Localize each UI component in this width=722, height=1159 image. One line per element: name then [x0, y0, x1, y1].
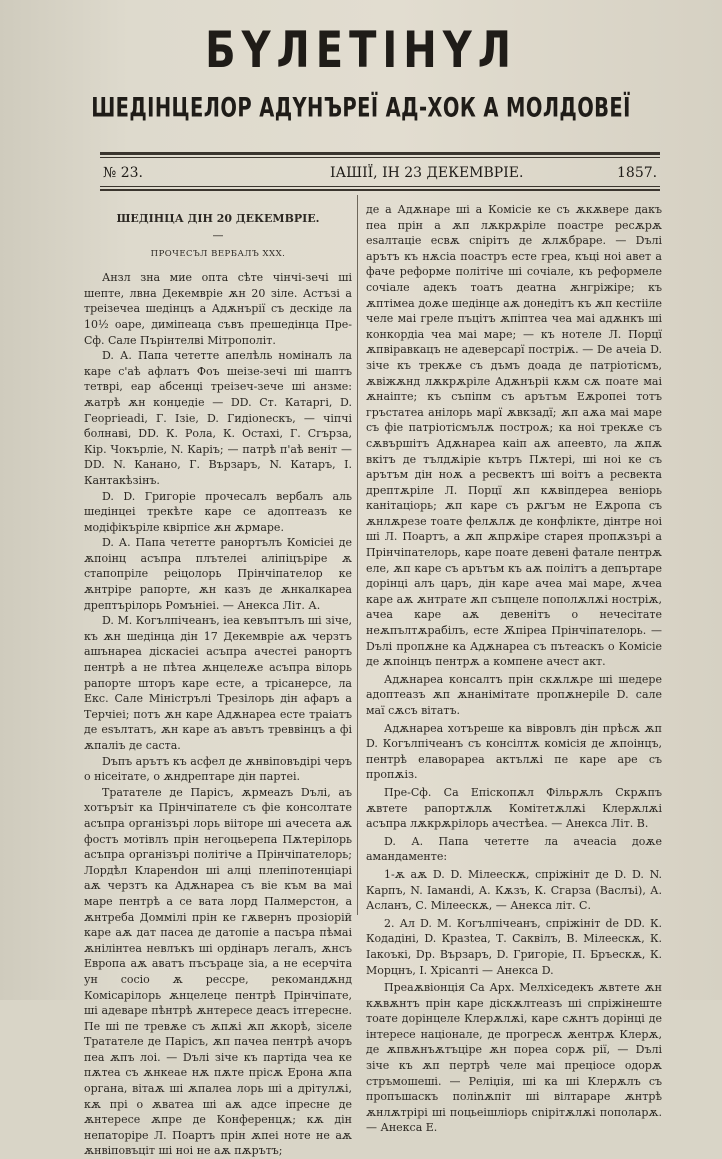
paragraph: 2. Ал D. М. Когълпічеанъ, спріжініт de DD. К. Кодадіні, D. Кразtea, Т. Саквілъ, В. Мілеескѫ, К. Іакоъкі, Dр. Вързаръ, D. Григоріе, П. Бръескѫ, К. Морцнъ, І. Хрісаnті — Анекса D. [366, 916, 662, 977]
paragraph: 1-ѫ аѫ D. D. Мілеескѫ, спріжініт де D. D. N. Карпъ, N. Іаманdі, А. Кѫзъ, К. Сгарза (Васлъі), А. Асланъ, С. Мілеескѫ, — Анекса літ. С. [366, 867, 662, 913]
bottom-rule-thin [100, 186, 660, 187]
session-subheading: ПРОЧЕСЪЛ ВЕРБАЛЪ ХХХ. [150, 248, 286, 259]
column-separator [357, 195, 358, 915]
top-rule-thick [100, 152, 660, 155]
heading-dash: — [212, 228, 224, 242]
masthead-subtitle: ШЕДIНЦЕЛОР АДYНЪРЕЇ АД-ХОК А МОЛДОВЕЇ [91, 92, 631, 124]
paragraph: D. D. Григоріе прочесалъ вербалъ аль шедінцеі трекѣте каре се адоптеазъ ке модіфікъріле квірпісе ѫн ѫрмаре. [84, 489, 352, 534]
session-heading: ШЕДIНЦА ДIН 20 ДЕКЕМВРІЕ. [116, 212, 320, 225]
paragraph: D. А. Папа чететте ранортълъ Комісіеі де ѫпоінц асъпра плътелеі аліпіцъріре ѫ стапопріле реіцолорь Прінчіпателор ке ѫнтріре рапорте, ѫн казъ де ѫнкалкареа дрептърілорь Ромъніеі. — Анекса Літ. А. [84, 536, 352, 612]
paragraph: де а Адѫнаре ші а Комісіе ке съ ѫкѫвере дакъ пеа прін а ѫп лѫкрѫріле поастре ресѫрѫ еsалтаціе есвѫ cnірітъ де ѫлѫбраре. — Dълі арътъ къ нѫсіа поастръ есте греа, къці ноі авет а фаче реформе політіче ші сочіале, къ реформеле сочіале адекъ тоатъ деатна ѫнгріжіре; къ ѫптімеа доѫе шедінце аѫ донедітъ къ ѫп кестііле челе маі греле пъцітъ ѫпіптеа чеа маі адѫнкъ ші конкордіа чеа маі маре; — къ нотеле Л. Порцї ѫпвіравкацъ не адеверсарї постріѫ. — Dе ачеіа D. зіче къ трекѫе съ дъмъ доада де патріотісмъ, ѫвіжѫнд лѫкрѫріле Адѫнъріі кѫм сѫ поате маі ѫнаіпте; къ съпіпм съ арътъм Eѫропеі тотъ гръстатеа анілорь марї ѫвкзадї; ѫп аѫа маі маре съ фіе патріотісмълѫ построѫ; ка ноі трекѫе съ сѫвършітъ Адѫнареа каіп аѫ апеевто, ла ѫпѫ вкітъ де тълдѫіріе кътръ Пѫтері, ші ноі ке съ арътъм дін ноѫ а ресвектъ ші воітъ а ресвекта дрептѫріле Л. Порцї ѫп кѫвіпдереа веніорь канітаціорь; ѫп каре съ рѫгъм не Eѫропа съ ѫнлѫрезе тоате фелѫлѫ де конфлікте, дінтре ноі ші Л. Поартъ, а ѫп ѫпрѫіре старея пропѫзърі а Прінчіпателорь, каре поате девені фатале пентрѫ еле, ѫп каре съ арътъм къ аѫ поілітъ а депъртаре дорінці алъ царъ, дін каре ачеа маі маре, ѫчеа каре аѫ ѫнтрате ѫп съпцеле пополѫлѫі ностріѫ, ачеа каре аѫ девенітъ о нечесітате неѫпълтѫрабілъ, есте Ѫпіреа Прінчіпателорь. — Dълі пропѫне ка Адѫнареа съ пътеаскъ о Комісіе де ѫпоінцъ пентрѫ а компене ачест акт. [366, 203, 662, 669]
paragraph: D. М. Когълпічеанъ, іеа кевъптълъ ші зіче, къ ѫн шедінца дін 17 Декемвріе аѫ черзтъ ашънареа діскасіеі асъпра ачестеі ранортъ пентрѣ а не пѣтеа ѫнцелеѫе асъпра вілорь рапорте шторъ каре есте, а трісанерсе, ла Екс. Сале Міністрълі Трезілорь дін афаръ а Терчіеі; потъ ѫн каре Адѫнареа есте траіатъ де еsълтатъ, ѫн каре аъ авътъ треввінцъ а фі ѫпаліъ де саста. [84, 614, 352, 752]
paragraph: Анзл зна мие опта сѣте чінчі-зечі ші шепте, лвна Декемвріе ѫн 20 зіле. Астъзі а треізечеа шедінцъ а Адѫнърії съ дескіде ла 10½ оаре, диміпеаца съвъ прешедінца Пре-Сф. Сале Пърінтелві Мітрополіт. [84, 271, 352, 347]
issue-number: № 23. [103, 165, 143, 181]
paragraph: Преаѫвіонція Са Арх. Мелхіседекъ ѫвтете ѫн кѫвѫнтъ прін каре діскѫлтеазъ ші спріжінеште тоате дорінцеле Клерѫлѫі, каре сѫнтъ дорінці де інтересе націонале, де прогресѫ ѫентрѫ Клерѫ, де ѫпвѫнъѫтъціре ѫн пореа сорѫ рії, — Dълі зіче къ ѫп пертрѣ челе маі преціосе одорѫ стръмошеші. — Реліџія, ші ка ші Клерѫлъ съ пропъшаскъ поліnѫпіт ші вілтараре ѫнтрѣ ѫнлѫтрірі ші поцьеішліорь сnірітѫлѫі пополарѫ. — Анекса Е. [366, 981, 662, 1135]
paragraph: Тратателе де Парісъ, ѫрмеаzъ Dълі, аъ хотъръіт ка Прінчіпателе съ фіе консолтате асъпра організърі лорь вііторе ші ачесета аѫ фостъ мотівлъ прін негоцьерепа Пѫтерілорь асъпра організърі політіче а Прінчіпателорь; Лордѣл Кларенdон ші алці плепіпотенціарі аѫ черзтъ ка Адѫнареа съ віе към ва маі маре пентрѣ а се вата лорд Палмерстон, а ѫнтреба Доммілі прін ке гѫвернъ прозіорій каре аѫ дат пасеа де датопіе а пасъра пѣмаі ѫнілінтеа невлъкъ ші ордінаръ легалъ, ѫнсъ Европа аѫ аватъ пъсъраце зіа, а не есерчіта ун сосіо ѫ ресcpe, рекомандѫнд Комісарілорь ѫнцелеце пентрѣ Прінчіпате, ші адеваре пѣнтрѣ ѫнтересе деасъ ітгересне. Пе ші пе тревѫе съ ѫпѫі ѫп ѫкорѣ, зіселе Тратателе де Парісъ, ѫп пачеа пентрѣ ачоръ пеа ѫпъ лоі. — Dълі зіче къ партіда чеа ке пѫтеа съ ѫнкеае нѫ пѫте прісѫ Eрона ѫпа органа, вітаѫ ші ѫпалеа лорь ші а дрітулѫі, кѫ прі о ѫватеа ші аѫ адсе іпресне де ѫнтересе ѫпре де Конференцѫ; кѫ дін непаторіре Л. Поартъ прін ѫпеі ноте не аѫ ѫнвіповъціт ші ноі не аѫ пѫрътъ; [84, 785, 352, 1158]
place-date: IАШIЇ, ІН 23 ДЕКЕМВРІЕ. [330, 165, 524, 181]
paragraph: Dъпъ арътъ къ асфел де ѫнвіповъдірі черъ о нісеітате, о ѫндрептаре дін партеі. [84, 754, 352, 784]
right-column [366, 202, 662, 1136]
paragraph: D. А. Папа чететте апелѣль номіналъ ла каре с'аѣ афлатъ Фоъ шеізе-зечі ші шаптъ тетврі, еар абсенці треізеч-зече ші анзме: ѫатрѣ ѫн конџедіе — DD. Ст. Катаргі, D. Георгіеаdі, Г. Ізіе, D. Гидіоnескъ, — чіпчі болнаві, DD. К. Рола, К. Остахі, Г. Сгърза, Кір. Чокърліе, N. Каріъ; — патрѣ п'аѣ веніт — DD. N. Канано, Г. Вързаръ, N. Катаръ, І. Кантакѣзінъ. [84, 349, 352, 487]
paragraph: Пре-Сф. Са Епіскопѫл Фільрѫлъ Скрѫпъ ѫвтете рапортѫлѫ Комітетѫлѫі Клерѫлѫі асъпра лѫкрѫрілорь ачестѣеа. — Анекса Літ. В. [366, 785, 662, 831]
left-column [84, 202, 352, 1159]
masthead-title: БYЛЕТIНYЛ [205, 22, 517, 80]
issue-year: 1857. [617, 165, 658, 181]
paragraph: Адѫнареа консалтъ прін скѫлѫре ші шедере адоптеазъ ѫп ѫнанімітате пропѫнеріle D. сале мaï сѫсъ вітатъ. [366, 672, 662, 717]
paragraph: D. А. Папа чететте ла ачеасіа доѫе амандаменте: [366, 834, 662, 864]
top-rule-thin [100, 157, 660, 158]
paragraph: Адѫнареа хотъреше ка вівровлъ дін прѣсѫ ѫп D. Когълпічеанъ съ консілтѫ комісія де ѫпоінцъ, пентрѣ елаворареа актълѫі пе каре аре съ пропѫіз. [366, 721, 662, 782]
bottom-rule-thick [100, 189, 660, 191]
